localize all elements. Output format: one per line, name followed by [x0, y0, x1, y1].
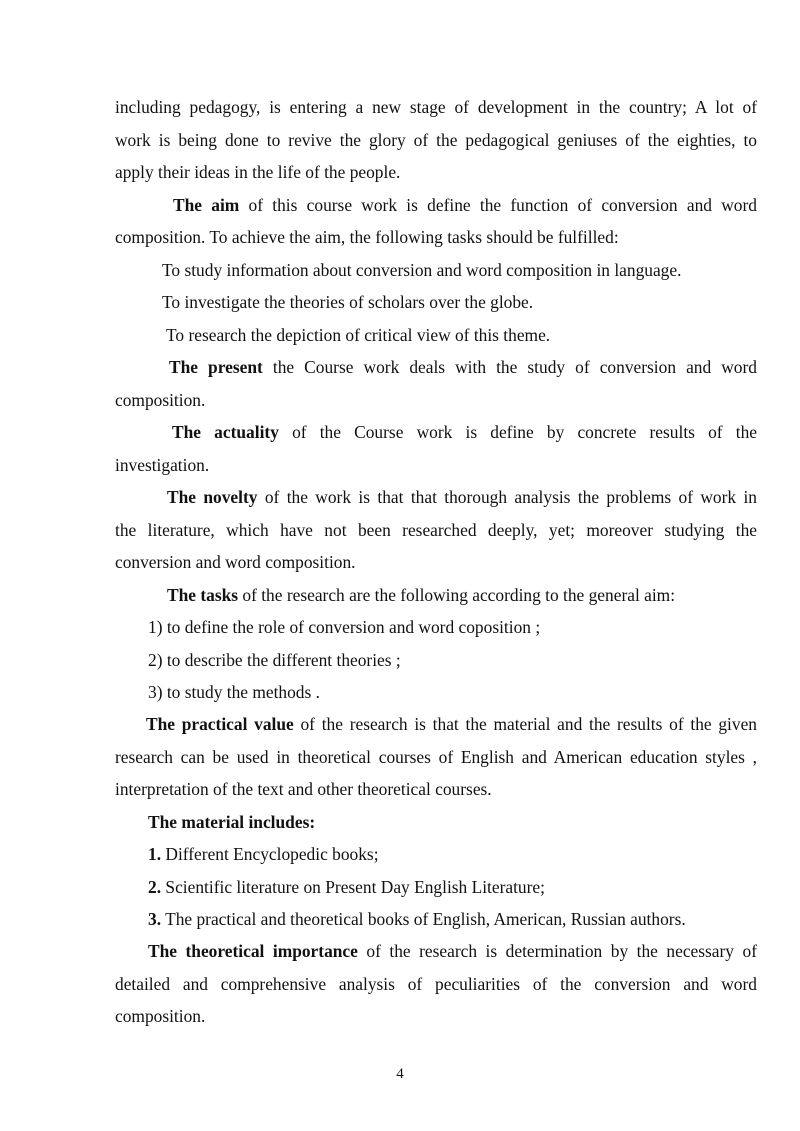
task-item-3: 3) to study the methods . [148, 682, 320, 702]
intro-line-3: apply their ideas in the life of the people. [115, 162, 401, 182]
material-item-3: 3. The practical and theoretical books of English, American, Russian authors. [148, 909, 686, 929]
theoretical-line-2: detailed and comprehensive analysis of peculiarities of the conversion and word [115, 974, 757, 994]
actuality-text-1: of the Course work is define by concrete results of the [278, 422, 757, 442]
aim-task-3: To research the depiction of critical view of this theme. [166, 325, 551, 345]
tasks-text-1: of the research are the following according to the general aim: [238, 585, 676, 605]
task-item-2: 2) to describe the different theories ; [148, 650, 401, 670]
actuality-label: The actuality [172, 422, 279, 442]
aim-task-2: To investigate the theories of scholars over the globe. [162, 292, 534, 312]
actuality-line-2: investigation. [115, 455, 210, 475]
practical-line-1 [115, 714, 757, 734]
aim-task-1: To study information about conversion and word composition in language. [162, 260, 682, 280]
task-item-1: 1) to define the role of conversion and word coposition ; [148, 617, 541, 637]
practical-text-1: of the research is that the material and the results of the given [293, 714, 757, 734]
novelty-label: The novelty [167, 487, 258, 507]
practical-line-3: interpretation of the text and other theoretical courses. [115, 779, 492, 799]
novelty-text-1: of the work is that that thorough analysis the problems of work in [257, 487, 758, 507]
theoretical-label: The theoretical importance [148, 941, 358, 961]
page-number: 4 [396, 1066, 404, 1082]
practical-label: The practical value [146, 714, 294, 734]
aim-line-2: composition. To achieve the aim, the following tasks should be fulfilled: [115, 227, 619, 247]
practical-line-2: research can be used in theoretical courses of English and American education styles , [115, 747, 757, 767]
tasks-line-1 [167, 585, 675, 605]
theoretical-line-3: composition. [115, 1006, 206, 1026]
intro-line-2: work is being done to revive the glory of the pedagogical geniuses of the eighties, to [115, 130, 757, 150]
novelty-line-1 [115, 487, 757, 507]
theoretical-text-1: of the research is determination by the necessary of [357, 941, 757, 961]
novelty-line-3: conversion and word composition. [115, 552, 356, 572]
aim-text-1: of this course work is define the function of conversion and word [239, 195, 757, 215]
intro-line-1: including pedagogy, is entering a new stage of development in the country; A lot of [115, 97, 757, 117]
material-item-1: 1. Different Encyclopedic books; [148, 844, 379, 864]
actuality-line-1 [115, 422, 757, 442]
material-heading: The material includes: [148, 812, 316, 832]
theoretical-line-1 [115, 941, 757, 961]
present-label: The present [169, 357, 263, 377]
aim-label: The aim [173, 195, 240, 215]
present-text-1: the Course work deals with the study of conversion and word [262, 357, 757, 377]
present-line-2: composition. [115, 390, 206, 410]
material-item-2: 2. Scientific literature on Present Day English Literature; [148, 877, 545, 897]
aim-line-1 [115, 195, 757, 215]
novelty-line-2: the literature, which have not been researched deeply, yet; moreover studying the [115, 520, 757, 540]
present-line-1 [115, 357, 757, 377]
tasks-label: The tasks [167, 585, 239, 605]
